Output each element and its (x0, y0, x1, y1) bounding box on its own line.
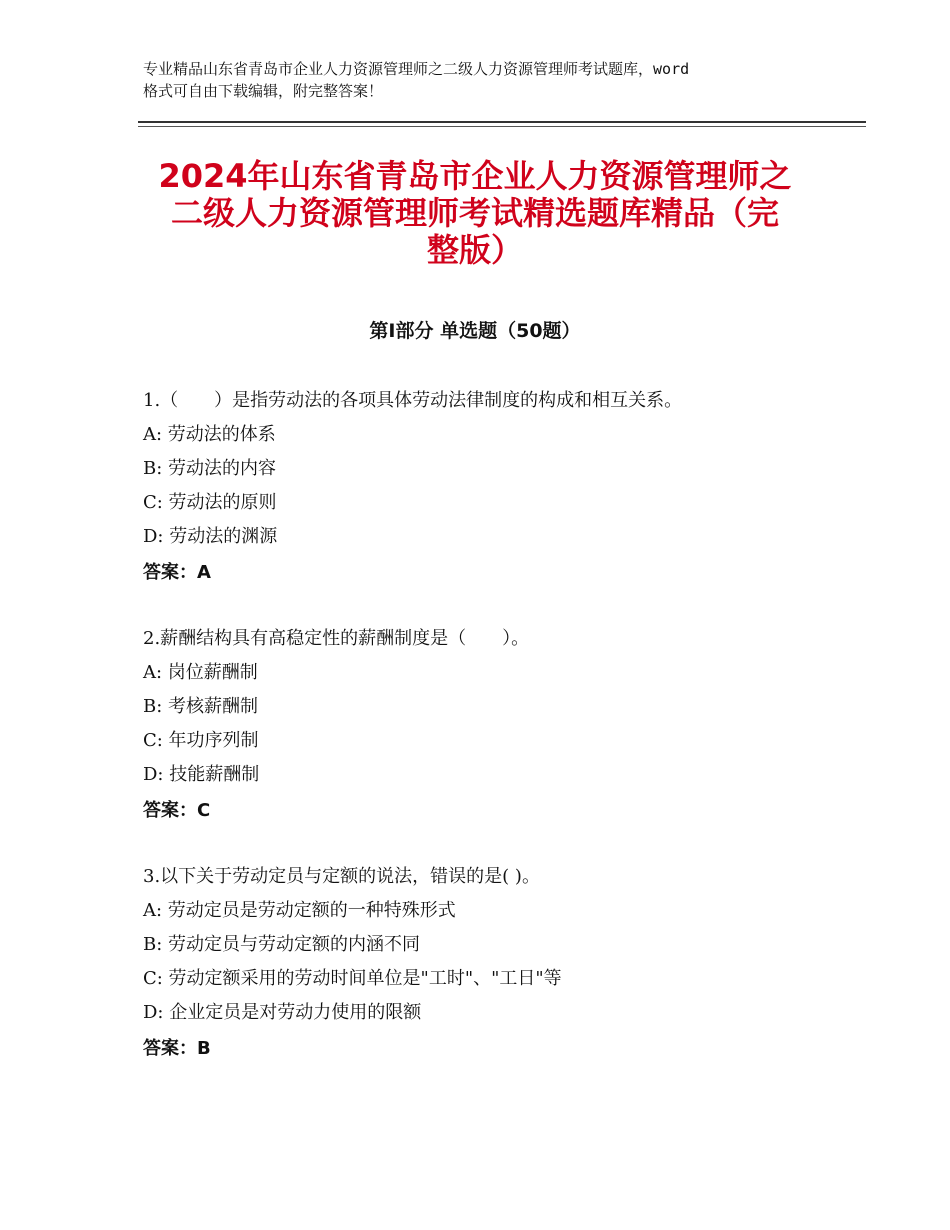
question-stem: 2.薪酬结构具有高稳定性的薪酬制度是（ ）。 (143, 628, 530, 649)
question-stem: 3.以下关于劳动定员与定额的说法，错误的是( )。 (143, 866, 540, 887)
option-d: D: 劳动法的渊源 (143, 526, 278, 547)
option-d: D: 技能薪酬制 (143, 764, 260, 785)
title-line-3: 整版） (426, 231, 523, 269)
option-c: C: 劳动法的原则 (143, 492, 277, 513)
option-c: C: 年功序列制 (143, 730, 259, 751)
option-b: B: 劳动定员与劳动定额的内涵不同 (143, 934, 421, 955)
question-2 (143, 622, 843, 828)
section-title: 第Ⅰ部分 单选题（50题） (369, 320, 581, 342)
title-line-2: 二级人力资源管理师考试精选题库精品（完 (170, 194, 779, 232)
header-divider-thick (138, 121, 866, 123)
answer-label: 答案：B (143, 1038, 211, 1059)
option-a: A: 岗位薪酬制 (143, 662, 258, 683)
header-note-line-1: 专业精品山东省青岛市企业人力资源管理师之二级人力资源管理师考试题库，word (143, 60, 690, 78)
header-note-line-2: 格式可自由下载编辑，附完整答案！ (143, 82, 384, 100)
question-stem: 1.（ ）是指劳动法的各项具体劳动法律制度的构成和相互关系。 (143, 390, 683, 411)
answer-label: 答案：C (143, 800, 211, 821)
title-line-1: 2024年山东省青岛市企业人力资源管理师之 (158, 157, 792, 195)
option-b: B: 考核薪酬制 (143, 696, 259, 717)
option-a: A: 劳动法的体系 (143, 424, 276, 445)
option-c: C: 劳动定额采用的劳动时间单位是"工时"、"工日"等 (143, 968, 562, 989)
header-divider-thin (138, 126, 866, 127)
question-3 (143, 860, 843, 1066)
option-d: D: 企业定员是对劳动力使用的限额 (143, 1002, 422, 1023)
answer-label: 答案：A (143, 562, 211, 583)
question-1 (143, 384, 843, 590)
option-b: B: 劳动法的内容 (143, 458, 277, 479)
option-a: A: 劳动定员是劳动定额的一种特殊形式 (143, 900, 456, 921)
header-note (143, 58, 823, 102)
document-title (110, 158, 840, 269)
